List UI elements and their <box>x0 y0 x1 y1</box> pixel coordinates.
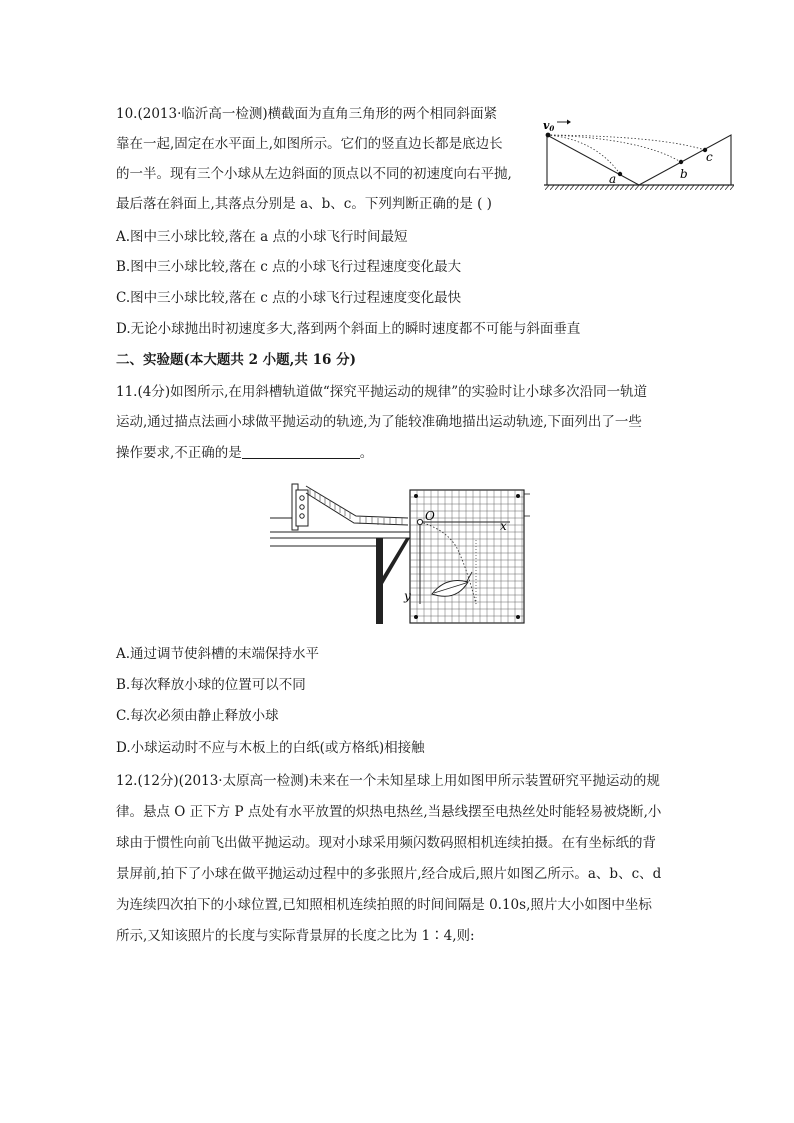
q11-line-1: 11.(4分)如图所示,在用斜槽轨道做“探究平抛运动的规律”的实验时让小球多次沿同一轨道 <box>116 384 648 400</box>
label-b: b <box>680 167 688 181</box>
q11-end-mark: 。 <box>359 445 374 461</box>
q12-line-1: 12.(12分)(2013·太原高一检测)未来在一个未知星球上用如图甲所示装置研究平抛运动的规 <box>116 773 660 789</box>
q10-line-1: 10.(2013·临沂高一检测)横截面为直角三角形的两个相同斜面紧 <box>116 106 498 122</box>
q11-line-3 <box>116 443 373 463</box>
point-b <box>679 160 683 164</box>
board-pin <box>516 494 520 498</box>
q11-option-a: A.通过调节使斜槽的末端保持水平 <box>116 646 320 662</box>
q11-option-c: C.每次必须由静止释放小球 <box>116 708 279 724</box>
q10-line-4: 最后落在斜面上,其落点分别是 a、b、c。下列判断正确的是 ( ) <box>116 196 492 212</box>
q11-line-2: 运动,通过描点法画小球做平抛运动的轨迹,为了能较准确地描出运动轨迹,下面列出了一些 <box>116 414 642 430</box>
label-O: O <box>425 509 435 523</box>
q10-option-c: C.图中三小球比较,落在 c 点的小球飞行过程速度变化最快 <box>116 290 462 306</box>
q11-option-b: B.每次释放小球的位置可以不同 <box>116 677 306 693</box>
table-brace <box>383 538 410 584</box>
chute-ticks <box>310 488 402 525</box>
ground-hatch <box>544 185 734 190</box>
q10-option-b: B.图中三小球比较,落在 c 点的小球飞行过程速度变化最大 <box>116 259 462 275</box>
q12-line-5: 为连续四次拍下的小球位置,已知照相机连续拍照的时间间隔是 0.10s,照片大小如图中坐标 <box>116 897 652 913</box>
label-c: c <box>706 150 713 164</box>
q11-apparatus-figure <box>270 480 532 626</box>
q12-line-6: 所示,又知该照片的长度与实际背景屏的长度之比为 1∶4,则: <box>116 928 475 944</box>
q11-option-d: D.小球运动时不应与木板上的白纸(或方格纸)相接触 <box>116 740 425 756</box>
slopes-outline <box>547 135 731 185</box>
ball-at-origin <box>417 519 422 524</box>
q10-option-d: D.无论小球抛出时初速度多大,落到两个斜面上的瞬时速度都不可能与斜面垂直 <box>116 321 581 337</box>
q11-line-3-text: 操作要求,不正确的是 <box>116 445 242 461</box>
point-a <box>618 172 622 176</box>
ball-start <box>546 133 551 138</box>
q12-line-3: 球由于惯性向前飞出做平抛运动。现对小球采用频闪数码照相机连续拍摄。在有坐标纸的背 <box>116 835 656 851</box>
q10-slope-figure <box>540 112 740 194</box>
q12-line-4: 景屏前,拍下了小球在做平抛运动过程中的多张照片,经合成后,照片如图乙所示。a、b、c、d <box>116 866 662 882</box>
label-x: x <box>500 519 507 533</box>
trajectory-b <box>547 135 681 162</box>
section-heading: 二、实验题(本大题共 2 小题,共 16 分) <box>116 352 356 368</box>
label-v0: v0 <box>543 119 555 133</box>
v0-arrow-head <box>567 120 571 125</box>
board-pin <box>414 615 418 619</box>
label-a: a <box>609 172 617 186</box>
answer-blank <box>242 444 360 459</box>
q12-line-2: 律。悬点 O 正下方 P 点处有水平放置的炽热电热丝,当悬线摆至电热丝处时能轻易被烧断,小 <box>116 804 662 820</box>
board-pin <box>516 615 520 619</box>
board-pin <box>414 494 418 498</box>
q10-option-a: A.图中三小球比较,落在 a 点的小球飞行时间最短 <box>116 229 408 245</box>
chute-bottom <box>306 493 408 525</box>
label-y: y <box>404 589 411 603</box>
q10-line-3: 的一半。现有三个小球从左边斜面的顶点以不同的初速度向右平抛, <box>116 166 512 182</box>
q10-line-2: 靠在一起,固定在水平面上,如图所示。它们的竖直边长都是底边长 <box>116 136 503 152</box>
table-leg <box>376 538 383 624</box>
